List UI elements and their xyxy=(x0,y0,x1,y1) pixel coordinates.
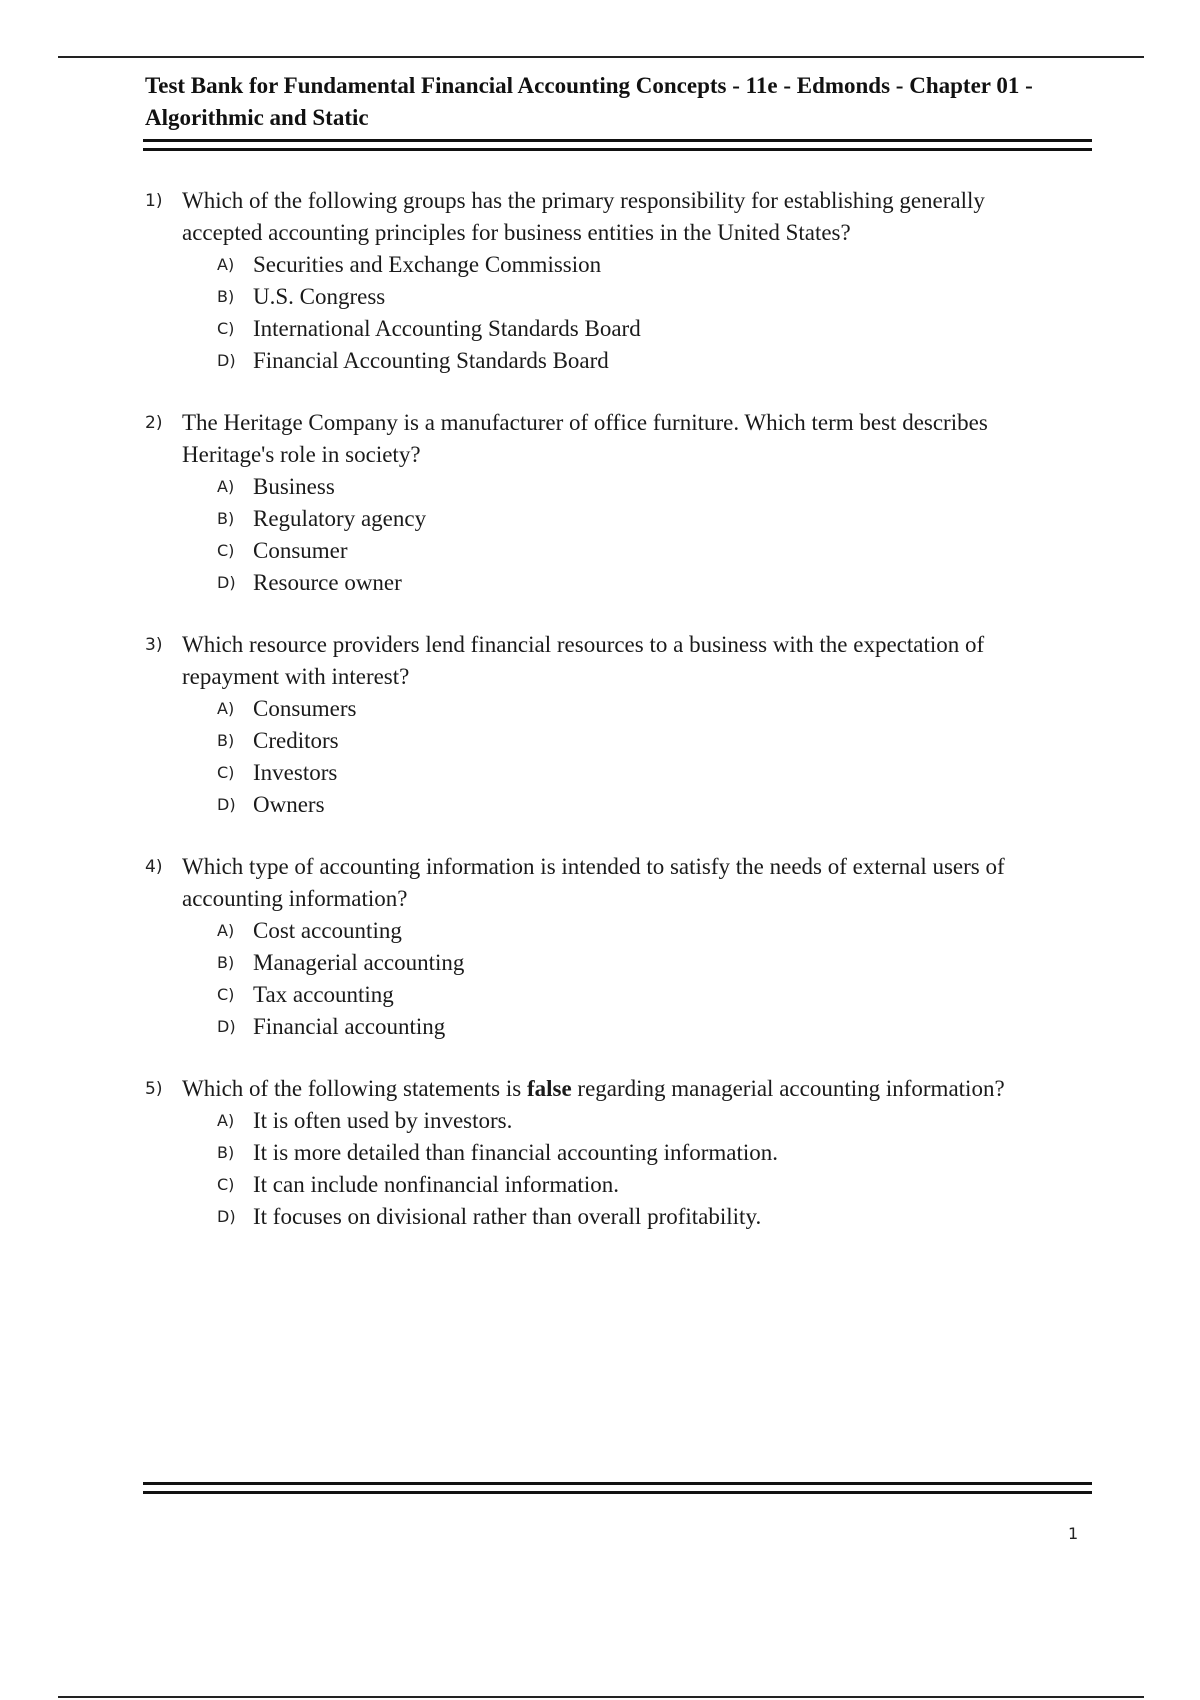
option-letter: B) xyxy=(217,1143,235,1162)
option-letter: A) xyxy=(217,699,235,718)
option-letter: A) xyxy=(217,1111,235,1130)
question-text xyxy=(182,1073,1095,1105)
option-text: It can include nonfinancial information. xyxy=(253,1172,619,1197)
option-text: Cost accounting xyxy=(253,918,402,943)
answer-options xyxy=(217,693,1095,821)
document-title: Test Bank for Fundamental Financial Accounting Concepts - 11e - Edmonds - Chapter 01 - Algorithmic and Static xyxy=(145,73,1033,130)
option-letter: D) xyxy=(217,1207,236,1226)
answer-option-d xyxy=(217,1011,1095,1043)
question-2 xyxy=(145,407,1095,599)
option-text: Tax accounting xyxy=(253,982,394,1007)
option-letter: C) xyxy=(217,985,235,1004)
answer-option-d xyxy=(217,345,1095,377)
answer-option-d xyxy=(217,789,1095,821)
option-text: It focuses on divisional rather than overall profitability. xyxy=(253,1204,762,1229)
question-text: Which type of accounting information is intended to satisfy the needs of external users of accounting information? xyxy=(182,854,1005,911)
answer-option-c xyxy=(217,535,1095,567)
question-text: The Heritage Company is a manufacturer of office furniture. Which term best describes Heritage's role in society? xyxy=(182,410,988,467)
question-number: 1) xyxy=(145,191,163,211)
option-letter: C) xyxy=(217,319,235,338)
option-text: Owners xyxy=(253,792,325,817)
page-number: 1 xyxy=(1068,1524,1079,1543)
option-text: Securities and Exchange Commission xyxy=(253,252,602,277)
answer-option-a xyxy=(217,915,1095,947)
option-text: Regulatory agency xyxy=(253,506,427,531)
question-number: 2) xyxy=(145,413,163,433)
question-emphasis: false xyxy=(526,1076,572,1101)
question-text-after: regarding managerial accounting information? xyxy=(571,1076,1005,1101)
answer-option-a xyxy=(217,249,1095,281)
question-list xyxy=(145,185,1095,1263)
option-text: It is more detailed than financial accounting information. xyxy=(253,1140,778,1165)
option-letter: A) xyxy=(217,255,235,274)
option-text: Financial accounting xyxy=(253,1014,446,1039)
answer-option-d xyxy=(217,567,1095,599)
option-text: Managerial accounting xyxy=(253,950,465,975)
answer-option-b xyxy=(217,725,1095,757)
answer-option-c xyxy=(217,979,1095,1011)
answer-option-a xyxy=(217,471,1095,503)
answer-option-c xyxy=(217,313,1095,345)
header-double-rule xyxy=(143,139,1092,151)
option-letter: D) xyxy=(217,795,236,814)
option-letter: B) xyxy=(217,953,235,972)
top-page-rule xyxy=(58,56,1144,58)
option-letter: B) xyxy=(217,509,235,528)
answer-option-b xyxy=(217,281,1095,313)
footer-double-rule xyxy=(143,1482,1092,1494)
option-text: Resource owner xyxy=(253,570,402,595)
option-letter: C) xyxy=(217,763,235,782)
question-text: Which resource providers lend financial resources to a business with the expectation of repayment with interest? xyxy=(182,632,985,689)
answer-options xyxy=(217,915,1095,1043)
option-letter: D) xyxy=(217,1017,236,1036)
question-number: 5) xyxy=(145,1079,163,1099)
option-text: Consumer xyxy=(253,538,348,563)
question-text-before: Which of the following statements is xyxy=(182,1076,527,1101)
option-letter: B) xyxy=(217,731,235,750)
answer-option-d xyxy=(217,1201,1095,1233)
option-text: U.S. Congress xyxy=(253,284,386,309)
question-number: 3) xyxy=(145,635,163,655)
option-letter: D) xyxy=(217,573,236,592)
option-text: Business xyxy=(253,474,335,499)
answer-option-c xyxy=(217,757,1095,789)
option-letter: B) xyxy=(217,287,235,306)
question-number: 4) xyxy=(145,857,163,877)
question-text: Which of the following groups has the primary responsibility for establishing generally accepted accounting principles for business entities in the United States? xyxy=(182,188,985,245)
question-5 xyxy=(145,1073,1095,1233)
answer-options xyxy=(217,1105,1095,1233)
answer-option-b xyxy=(217,503,1095,535)
option-text: Investors xyxy=(253,760,338,785)
answer-option-b xyxy=(217,1137,1095,1169)
option-text: Consumers xyxy=(253,696,357,721)
bottom-page-rule xyxy=(58,1696,1144,1698)
option-text: Financial Accounting Standards Board xyxy=(253,348,609,373)
question-1 xyxy=(145,185,1095,377)
answer-option-c xyxy=(217,1169,1095,1201)
question-3 xyxy=(145,629,1095,821)
option-letter: A) xyxy=(217,477,235,496)
option-letter: D) xyxy=(217,351,236,370)
option-letter: C) xyxy=(217,541,235,560)
option-text: It is often used by investors. xyxy=(253,1108,513,1133)
question-4 xyxy=(145,851,1095,1043)
answer-option-b xyxy=(217,947,1095,979)
answer-options xyxy=(217,471,1095,599)
answer-options xyxy=(217,249,1095,377)
option-letter: A) xyxy=(217,921,235,940)
option-letter: C) xyxy=(217,1175,235,1194)
option-text: Creditors xyxy=(253,728,339,753)
answer-option-a xyxy=(217,1105,1095,1137)
option-text: International Accounting Standards Board xyxy=(253,316,641,341)
answer-option-a xyxy=(217,693,1095,725)
